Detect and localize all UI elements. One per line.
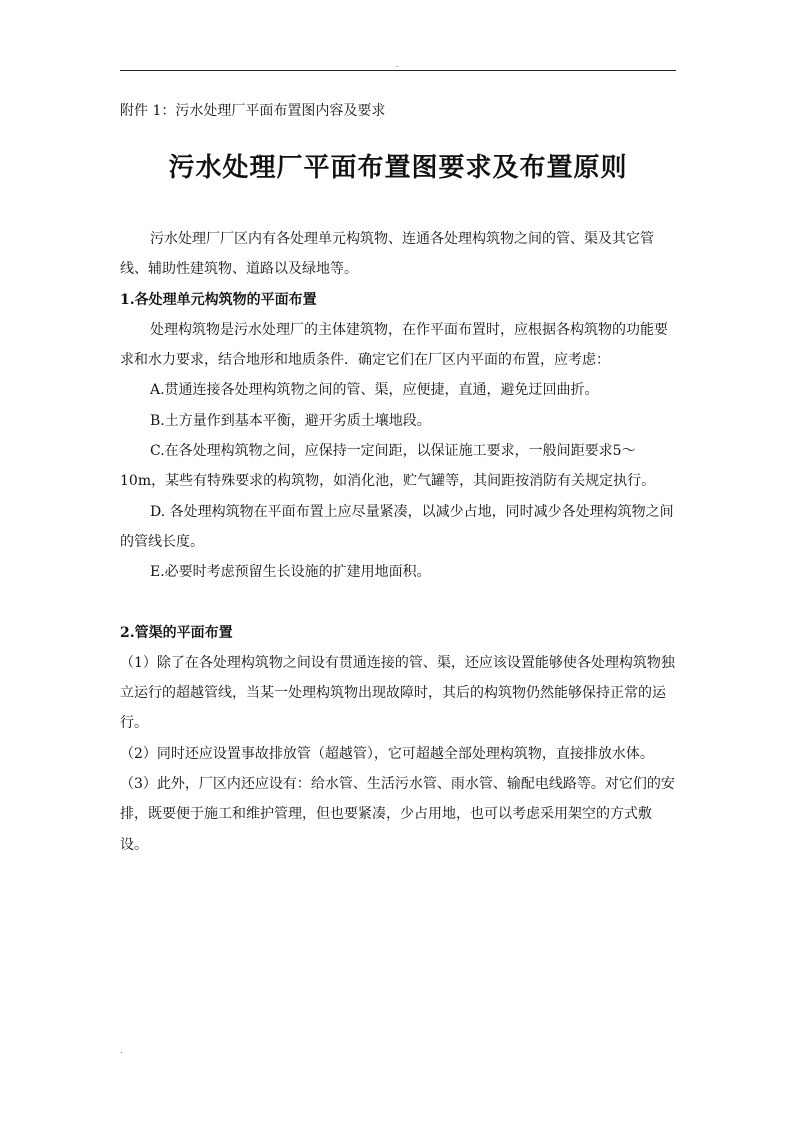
section2-heading: 2.管渠的平面布置 [120,624,233,641]
section1-intro: 处理构筑物是污水处理厂的主体建筑物，在作平面布置时，应根据各构筑物的功能要求和水力要求，结合地形和地质条件．确定它们在厂区内平面的布置，应考虑： [120,321,668,369]
attachment-line: 附件 1：污水处理厂平面布置图内容及要求 [120,103,386,119]
section1-item-a: A.贯通连接各处理构筑物之间的管、渠，应便捷，直通，避免迂回曲折。 [150,382,599,399]
section1-item-c: C.在各处理构筑物之间，应保持一定间距，以保证施工要求，一般间距要求5～10m，某些有特殊要求的构筑物，如消化池，贮气罐等，其间距按消防有关规定执行。 [120,443,656,490]
section1-item-d: D. 各处理构筑物在平面布置上应尽量紧凑，以减少占地，同时减少各处理构筑物之间的管线长度。 [120,503,674,550]
intro-paragraph: 污水处理厂厂区内有各处理单元构筑物、连通各处理构筑物之间的管、渠及其它管线、辅助性建筑物、道路以及绿地等。 [120,231,654,278]
section2-item-3: （3）此外，厂区内还应设有：给水管、生活污水管、雨水管、输配电线路等。对它们的安排，既要便于施工和维护管理，但也要紧凑，少占用地，也可以考虑采用架空的方式敷设。 [120,776,675,853]
section1-heading: 1.各处理单元构筑物的平面布置 [120,291,317,308]
section1-item-b: B.土方量作到基本平衡，避开劣质土壤地段。 [150,412,431,429]
header-dot: . [396,60,399,69]
section2-item-1: （1）除了在各处理构筑物之间设有贯通连接的管、渠，还应该设置能够使各处理构筑物独立运行的超越管线，当某一处理构筑物出现故障时，其后的构筑物仍然能够保持正常的运行。 [120,654,675,732]
section1-item-e: E.必要时考虑预留生长设施的扩建用地面积。 [150,564,431,581]
document-body [120,224,676,860]
section2-item-2: （2）同时还应设置事故排放管（超越管），它可超越全部处理构筑物，直接排放水体。 [120,745,654,762]
footer-dot: . [120,1046,123,1055]
document-title: 污水处理厂平面布置图要求及布置原则 [168,153,628,183]
header-rule [120,70,676,71]
